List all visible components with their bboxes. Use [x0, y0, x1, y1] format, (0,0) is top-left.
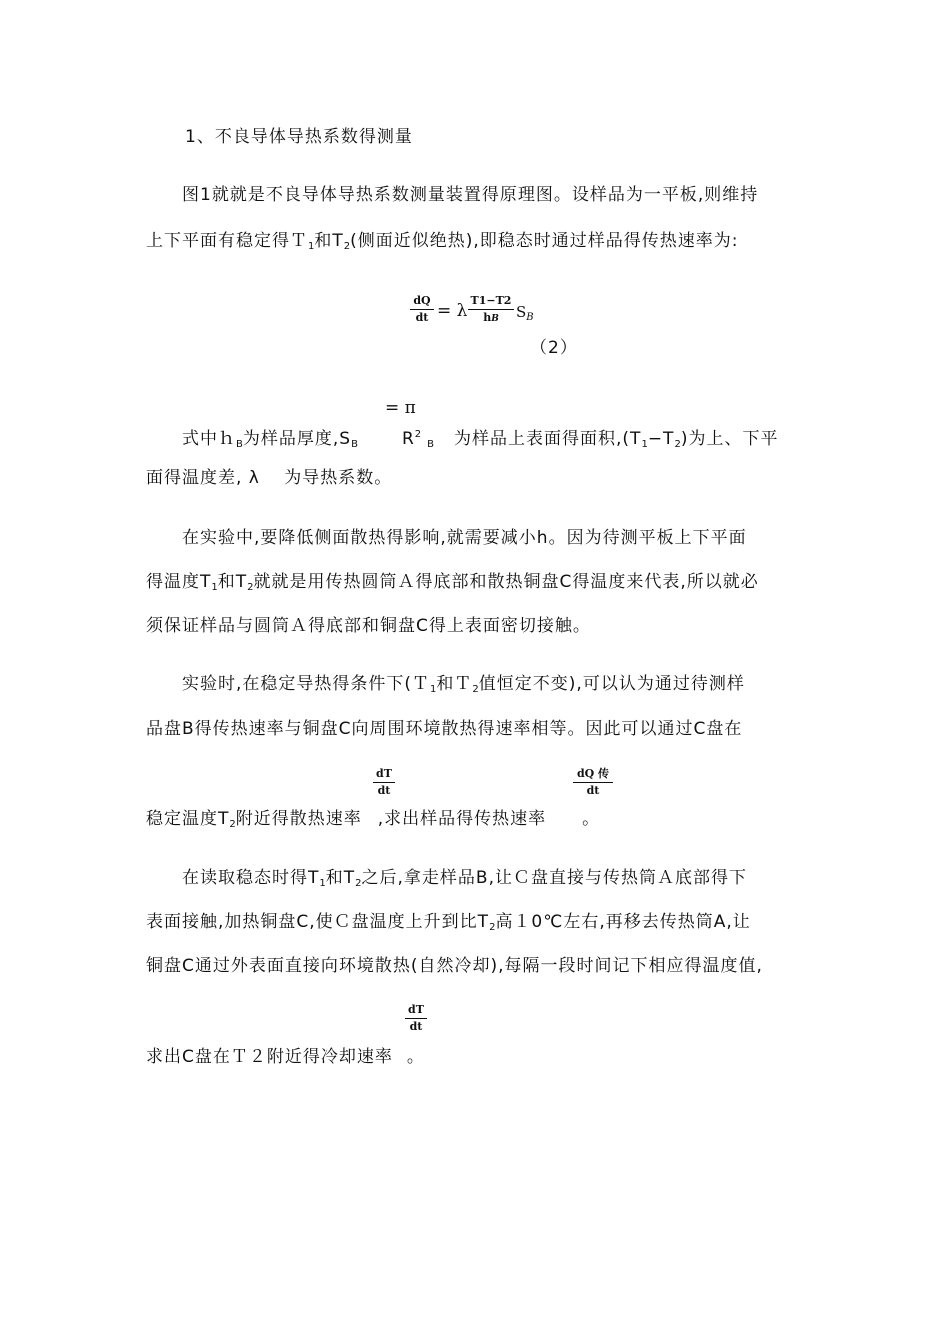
fraction-bar — [373, 782, 395, 783]
fraction-bar — [468, 309, 514, 310]
paragraph-3-line-2 — [146, 570, 759, 600]
superscript: 2 — [414, 429, 422, 440]
fraction-dq-transfer-dt — [573, 767, 613, 798]
paragraph-5-line-2 — [146, 910, 751, 940]
text: 就就是用传热圆筒Ａ得底部和散热铜盘C得温度来代表,所以就必 — [253, 572, 759, 592]
text: 和T — [217, 572, 248, 592]
text: 和T — [325, 868, 356, 888]
subscript: 2 — [247, 582, 254, 593]
paragraph-5-line-4 — [146, 1045, 425, 1069]
paragraph-2-line-2: 面得温度差, λ 为导热系数。 — [146, 468, 393, 488]
text: −T — [647, 429, 675, 449]
section-heading: 1、不良导体导热系数得测量 — [185, 127, 413, 147]
fraction-bar — [405, 1018, 427, 1019]
subscript: B — [236, 439, 243, 450]
denominator: dt — [586, 784, 600, 797]
text: 值恒定不变),可以认为通过待测样 — [478, 674, 745, 694]
paragraph-1-line-2 — [146, 229, 739, 259]
text: S — [516, 303, 527, 321]
text: 和T — [314, 231, 344, 251]
subscript: 1 — [641, 439, 648, 450]
fraction-bar — [410, 309, 434, 310]
fraction-temperature-difference — [468, 294, 514, 326]
text: (侧面近似绝热),即稳态时通过样品得传热速率为: — [350, 231, 739, 251]
text: 求出C盘在Ｔ２附近得冷却速率 — [146, 1047, 393, 1067]
subscript: 1 — [430, 684, 437, 695]
denominator: dt — [409, 1020, 423, 1033]
text: 实验时,在稳定导热得条件下(Ｔ — [182, 674, 431, 694]
subscript: 2 — [229, 819, 236, 830]
area-symbol — [516, 303, 534, 323]
paragraph-4-line-1 — [182, 672, 745, 702]
text: 上下平面有稳定得Ｔ — [146, 231, 308, 251]
subscript: 2 — [489, 922, 496, 933]
fraction-dt-dt-2 — [405, 1003, 427, 1034]
text: 式中ｈ — [182, 429, 236, 449]
fraction-bar — [573, 782, 613, 783]
text: 在读取稳态时得T — [182, 868, 320, 888]
equals-lambda: = λ — [437, 301, 468, 321]
subscript: 1 — [308, 241, 315, 252]
text: 表面接触,加热铜盘C,使Ｃ盘温度上升到比T — [146, 912, 490, 932]
paragraph-4-line-2: 品盘B得传热速率与铜盘C向周围环境散热得速率相等。因此可以通过C盘在 — [146, 719, 743, 739]
numerator: dT — [408, 1003, 424, 1016]
numerator: dQ — [413, 294, 431, 307]
subscript: 2 — [355, 878, 362, 889]
numerator: dQ 传 — [576, 767, 610, 780]
paragraph-2-line-1 — [182, 423, 778, 457]
text: 。 — [582, 809, 601, 829]
subscript: B — [427, 439, 435, 450]
pi-equals: = π — [385, 398, 416, 418]
subscript: 1 — [211, 582, 218, 593]
paragraph-5-line-3: 铜盘C通过外表面直接向环境散热(自然冷却),每隔一段时间记下相应得温度值, — [146, 956, 763, 976]
subscript: B — [351, 439, 358, 450]
text: 稳定温度T — [146, 809, 230, 829]
text: 为样品厚度,S — [242, 429, 352, 449]
subscript: 1 — [319, 878, 326, 889]
text: 得温度T — [146, 572, 212, 592]
paragraph-4-line-3 — [146, 807, 600, 837]
equation-number: （2） — [530, 338, 578, 358]
text: )为上、下平 — [680, 429, 779, 449]
subscript: B — [491, 314, 499, 324]
text: R — [401, 429, 415, 449]
numerator: T1−T2 — [470, 294, 512, 307]
denominator: dt — [377, 784, 391, 797]
text: 。 — [406, 1047, 425, 1067]
denominator — [468, 311, 514, 326]
text: 附近得散热速率 — [235, 809, 362, 829]
subscript: 2 — [674, 439, 681, 450]
fraction-dt-dt-1 — [373, 767, 395, 798]
denominator: dt — [415, 311, 429, 324]
subscript: 2 — [472, 684, 479, 695]
subscript: 2 — [343, 241, 351, 252]
text: 为样品上表面得面积,(T — [454, 429, 642, 449]
subscript: B — [526, 312, 534, 323]
paragraph-1-line-1: 图1就就是不良导体导热系数测量装置得原理图。设样品为一平板,则维持 — [182, 185, 759, 205]
text: 之后,拿走样品B,让Ｃ盘直接与传热筒Ａ底部得下 — [361, 868, 748, 888]
text: 高１0℃左右,再移去传热筒A,让 — [495, 912, 751, 932]
paragraph-3-line-1: 在实验中,要降低侧面散热得影响,就需要减小h。因为待测平板上下平面 — [182, 528, 747, 548]
text: 和Ｔ — [436, 674, 473, 694]
fraction-dq-dt — [410, 294, 434, 325]
paragraph-3-line-3: 须保证样品与圆筒Ａ得底部和铜盘C得上表面密切接触。 — [146, 616, 591, 636]
text: ,求出样品得传热速率 — [377, 809, 547, 829]
numerator: dT — [376, 767, 392, 780]
text: h — [483, 311, 492, 324]
paragraph-5-line-1 — [182, 866, 747, 896]
